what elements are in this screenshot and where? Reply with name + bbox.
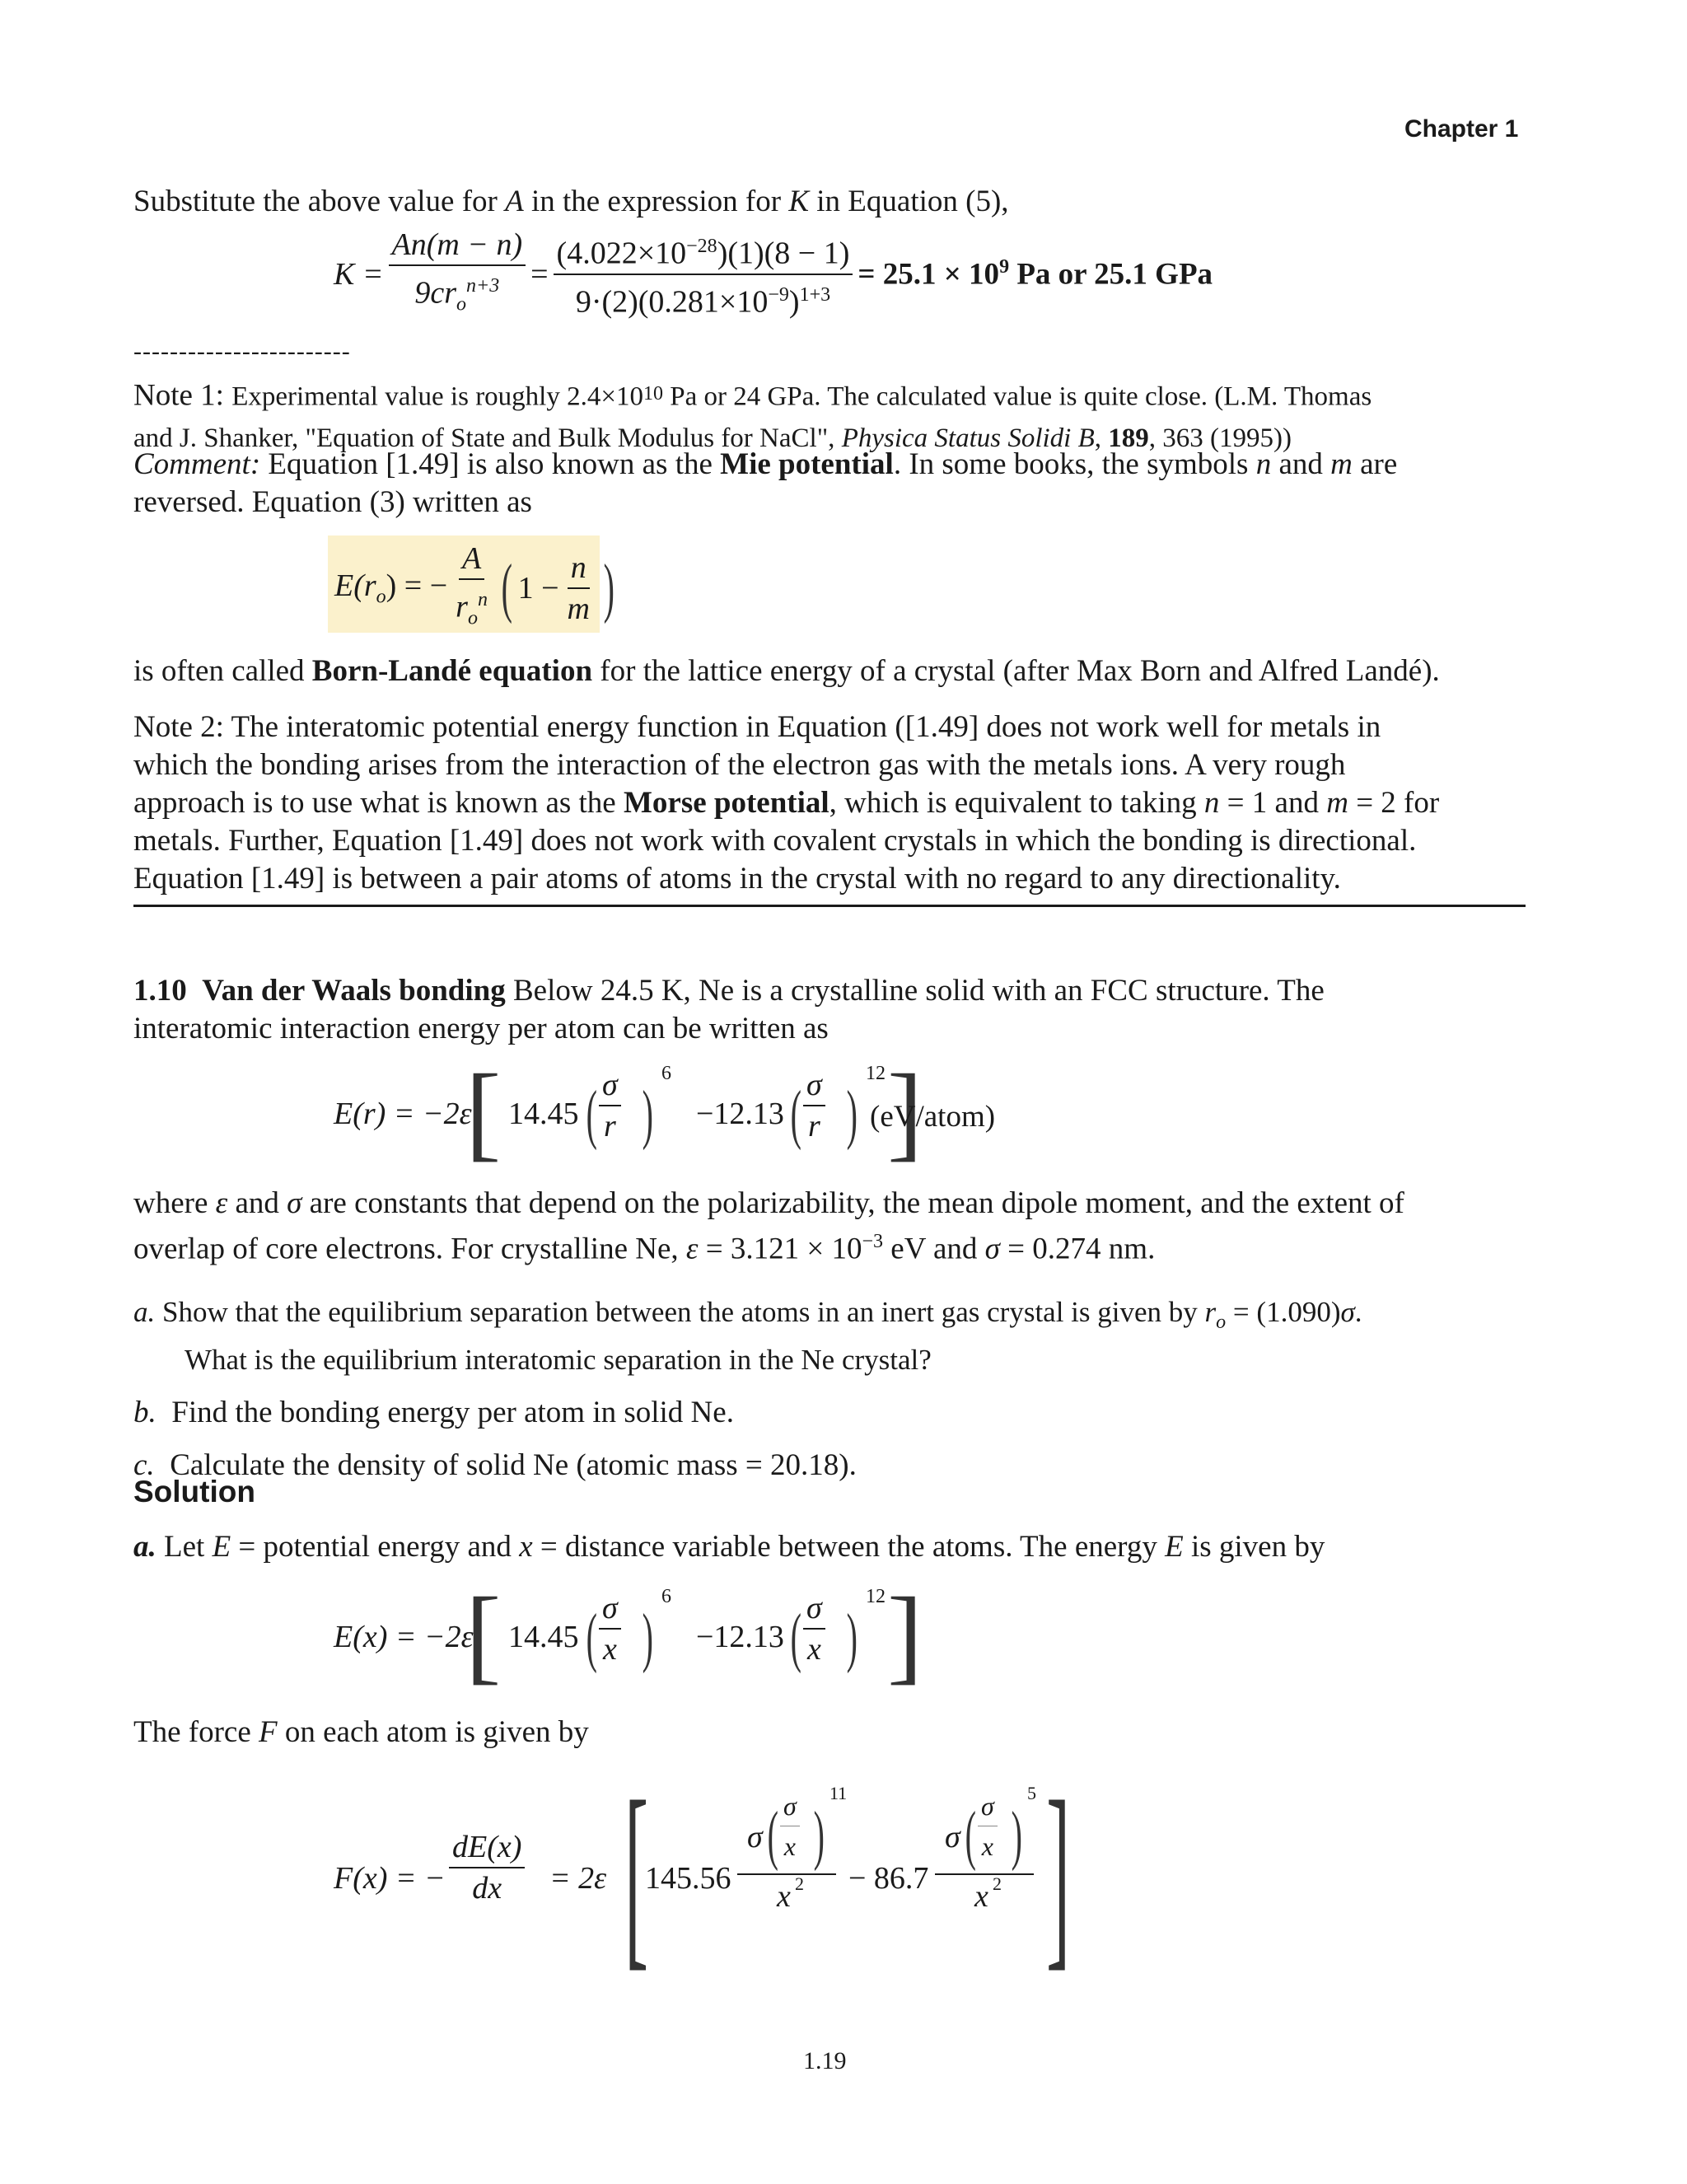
den-sup: −9 [768, 284, 789, 306]
var-A: A [505, 185, 524, 218]
page-number: 1.19 [803, 2047, 847, 2074]
item-label: c. [133, 1448, 155, 1482]
text: Let [156, 1530, 213, 1564]
sigma-over-r [803, 1067, 825, 1144]
section-divider [133, 905, 1526, 907]
sigma: σ [978, 1788, 998, 1826]
paren-open: ( [501, 552, 512, 625]
text: and J. Shanker, "Equation of State and Bulk Modulus for NaCl", [133, 423, 842, 454]
text: Show that the equilibrium separation between the atoms in an inert gas crystal is given by [162, 1296, 1205, 1328]
var: n [1255, 447, 1272, 481]
fraction-term-2 [935, 1783, 1036, 1953]
force-paragraph [133, 1714, 589, 1751]
sigma-over-r [599, 1067, 621, 1144]
text: = (1.090) [1226, 1296, 1341, 1328]
eq-lhs: F(x) = − [334, 1861, 446, 1896]
x: x [806, 1632, 821, 1667]
term: Mie potential [720, 447, 894, 481]
sigma: σ [599, 1067, 621, 1106]
equation-energy-x [334, 1576, 1009, 1705]
text: The force [133, 1715, 259, 1749]
fraction-term-1 [737, 1783, 848, 1953]
denominator: dx [472, 1871, 502, 1906]
den-sub: o [467, 607, 478, 629]
eq-lhs: E(x) = −2ε [334, 1620, 474, 1654]
denominator-values [572, 275, 834, 320]
coefficient-2: − 86.7 [848, 1861, 929, 1896]
text: and [1271, 447, 1331, 481]
text: on each atom is given by [277, 1715, 589, 1749]
problem-1-10 [133, 972, 1526, 1048]
paren-open: ( [790, 1078, 801, 1151]
fraction-2 [554, 228, 853, 320]
journal: Physica Status Solidi B [841, 423, 1095, 454]
bracket-open: [ [465, 1576, 502, 1695]
sub: o [1216, 1312, 1227, 1333]
text: is often called [133, 654, 312, 688]
num-sup: −28 [686, 236, 717, 258]
fraction-n-m [564, 550, 593, 627]
text-line: Equation [1.49] is between a pair atoms of atoms in the crystal with no regard to any directionality. [133, 862, 1341, 896]
var-E: E [1165, 1530, 1184, 1564]
term: Born-Landé equation [311, 654, 593, 688]
coefficient-1: 14.45 [508, 1620, 579, 1654]
den-mid: ) [788, 284, 800, 320]
problem-number: 1.10 [133, 974, 187, 1008]
eq-lhs: E(r) = −2ε [334, 1097, 472, 1131]
text: Below 24.5 K, Ne is a crystalline solid with an FCC structure. The [505, 974, 1325, 1008]
equation-force [334, 1760, 1071, 1988]
paren-close: ) [846, 1078, 858, 1151]
text-line [133, 784, 1526, 822]
text: is given by [1183, 1530, 1325, 1564]
note-label: Note 1: [133, 378, 232, 413]
paren-open: ( [586, 1078, 597, 1151]
item-c [133, 1447, 1526, 1485]
fraction-bar [935, 1873, 1034, 1875]
numerator-values [554, 228, 853, 275]
power-6: 6 [661, 1063, 671, 1084]
item-a [133, 1293, 1526, 1341]
one-minus: 1 − [517, 571, 559, 606]
text-line: metals. Further, Equation [1.49] does not work with covalent crystals in which the bonding is directional. [133, 824, 1417, 858]
coefficient-2: −12.13 [696, 1097, 784, 1131]
paren-open: ( [767, 1799, 778, 1872]
text: Find the bonding energy per atom in solid Ne. [171, 1396, 734, 1429]
problem-items [133, 1293, 1526, 1485]
equation-bulk-modulus [334, 227, 1213, 322]
item-label: b. [133, 1396, 157, 1429]
text: = 0.274 nm. [999, 1232, 1156, 1266]
chapter-header: Chapter 1 [1404, 115, 1519, 143]
paren-open: ( [965, 1799, 976, 1872]
sigma-over-x [978, 1788, 998, 1864]
bracket-close: ] [887, 1053, 923, 1172]
text: Calculate the density of solid Ne (atomic mass = 20.18). [170, 1448, 857, 1482]
sigma: σ [287, 1186, 302, 1220]
power-12: 12 [866, 1586, 886, 1607]
paren-open: ( [790, 1602, 801, 1674]
text: are constants that depend on the polarizability, the mean dipole moment, and the extent of [301, 1186, 1404, 1220]
text: reversed. Equation (3) written as [133, 485, 532, 519]
text: for the lattice energy of a crystal (after Max Born and Alfred Landé). [592, 654, 1440, 688]
text: interatomic interaction energy per atom can be written as [133, 1012, 829, 1045]
bracket-close: ] [887, 1576, 923, 1695]
text: approach is to use what is known as the [133, 786, 624, 820]
text: Pa or 24 GPa. The calculated value is quite close. (L.M. Thomas [662, 381, 1372, 412]
x: x [602, 1632, 617, 1667]
power-2: 2 [795, 1873, 804, 1894]
text: where [133, 1186, 216, 1220]
paren-close: ) [1011, 1799, 1022, 1872]
sigma-over-x [599, 1590, 621, 1667]
term: Morse potential [623, 786, 829, 820]
item-label: a. [133, 1296, 156, 1328]
text-line: which the bonding arises from the interaction of the electron gas with the metals ions. A very rough [133, 748, 1346, 782]
power-6: 6 [661, 1586, 671, 1607]
den-base: 9cr [414, 275, 457, 311]
note-2 [133, 709, 1526, 898]
power-2: 2 [993, 1873, 1002, 1894]
equals: = [530, 257, 549, 292]
result [858, 256, 1213, 292]
bracket-open: [ [624, 1760, 649, 1988]
item-b [133, 1394, 1526, 1432]
solution-heading: Solution [133, 1475, 255, 1508]
num-post: )(1)(8 − 1) [717, 236, 850, 272]
text: = distance variable between the atoms. The energy [532, 1530, 1166, 1564]
fraction-bar [737, 1873, 836, 1875]
text: Substitute the above value for [133, 185, 506, 218]
comment-paragraph [133, 446, 1526, 521]
epsilon: ε [215, 1186, 228, 1220]
den-sub: o [456, 293, 467, 316]
sigma: σ [780, 1788, 800, 1826]
text: , which is equivalent to taking [829, 786, 1204, 820]
coefficient-1: 14.45 [508, 1097, 579, 1131]
paren-close: ) [642, 1602, 653, 1674]
denominator [411, 266, 502, 322]
item-label: a. [133, 1530, 157, 1564]
coefficient-2: −12.13 [696, 1620, 784, 1654]
numerator: An(m − n) [389, 227, 526, 266]
den-base: r [456, 589, 468, 624]
numerator: A [459, 540, 484, 580]
denominator [452, 580, 491, 636]
problem-title: Van der Waals bonding [202, 974, 506, 1008]
paren-open: ( [586, 1602, 597, 1674]
eq-lhs [334, 568, 447, 609]
denominator: m [567, 592, 590, 627]
num-pre: (4.022×10 [556, 236, 687, 272]
numerator: n [568, 550, 590, 589]
den-sup: n+3 [466, 275, 500, 297]
var-K: K [788, 185, 810, 218]
text: = 1 and [1219, 786, 1327, 820]
sigma-over-x [803, 1590, 825, 1667]
text: . [1354, 1296, 1362, 1328]
lhs-base: E(r [334, 568, 376, 604]
lhs-sub: o [376, 586, 386, 608]
bracket-close: ] [1046, 1760, 1071, 1988]
var: m [1330, 447, 1353, 481]
sigma: σ [984, 1232, 1000, 1266]
comment-label: Comment: [133, 447, 261, 481]
sup: 10 [643, 383, 663, 405]
r: r [603, 1109, 616, 1143]
den-sup2: 1+3 [799, 284, 831, 306]
equation-born-lande [328, 535, 615, 633]
power-5: 5 [1027, 1783, 1036, 1803]
equals-two-epsilon: = 2ε [549, 1861, 607, 1896]
result-post: Pa or 25.1 GPa [1009, 257, 1213, 292]
sigma: σ [803, 1067, 825, 1106]
x: x [981, 1831, 993, 1861]
paren-close: ) [642, 1078, 653, 1151]
sigma: σ [945, 1820, 960, 1854]
text: in Equation (5), [809, 185, 1009, 218]
text: = potential energy and [231, 1530, 520, 1564]
eq-lhs: K = [334, 257, 384, 292]
where-paragraph [133, 1185, 1526, 1268]
text: = 3.121 × 10 [698, 1232, 862, 1266]
x: x [777, 1879, 791, 1914]
text: , [1094, 423, 1109, 454]
var: n [1203, 786, 1220, 820]
fraction [452, 540, 491, 636]
lhs-close: ) = − [386, 568, 448, 604]
x: x [974, 1879, 988, 1914]
paren-close: ) [603, 552, 615, 625]
born-lande-paragraph [133, 652, 1440, 690]
var-x: x [519, 1530, 533, 1564]
text: Equation [1.49] is also known as the [260, 447, 721, 481]
result-sup: 9 [999, 256, 1010, 278]
power-12: 12 [866, 1063, 886, 1084]
epsilon: ε [685, 1232, 699, 1266]
volume: 189 [1108, 423, 1149, 454]
den-pre: 9·(2)(0.281×10 [575, 284, 769, 320]
substitute-paragraph [133, 183, 1009, 221]
den-sup: n [477, 589, 488, 610]
var: m [1326, 786, 1348, 820]
solution-a [133, 1528, 1325, 1566]
text: and [227, 1186, 287, 1220]
note-1 [133, 375, 1534, 456]
paren-close: ) [846, 1602, 858, 1674]
separator: ------------------------ [133, 338, 351, 365]
derivative-fraction [449, 1829, 525, 1906]
text: in the expression for [523, 185, 789, 218]
text: . In some books, the symbols [893, 447, 1256, 481]
power-11: 11 [829, 1783, 848, 1803]
var-F: F [259, 1715, 278, 1749]
r: r [807, 1109, 820, 1143]
text: , 363 (1995)) [1148, 423, 1292, 454]
sigma: σ [803, 1590, 825, 1630]
unit-label: (eV/atom) [870, 1100, 996, 1134]
text-line: Note 2: The interatomic potential energy function in Equation ([1.49] does not work well for metals in [133, 710, 1381, 744]
result-pre: = 25.1 × 10 [858, 257, 1000, 292]
text: What is the equilibrium interatomic separation in the Ne crystal? [185, 1344, 932, 1376]
text: are [1352, 447, 1398, 481]
bracket-open: [ [465, 1053, 502, 1172]
numerator: dE(x) [449, 1829, 525, 1868]
text: = 2 for [1348, 786, 1440, 820]
text: overlap of core electrons. For crystalline Ne, [133, 1232, 686, 1266]
text: eV and [883, 1232, 985, 1266]
sigma: σ [1340, 1296, 1355, 1328]
fraction-1 [389, 227, 526, 322]
sup: −3 [862, 1231, 884, 1252]
coefficient-1: 145.56 [645, 1861, 731, 1896]
sigma-over-x [780, 1788, 800, 1864]
var-E: E [212, 1530, 231, 1564]
sigma: σ [747, 1820, 763, 1854]
sigma: σ [599, 1590, 621, 1630]
var: r [1204, 1296, 1217, 1328]
x: x [783, 1831, 796, 1861]
paren-close: ) [813, 1799, 825, 1872]
text: Experimental value is roughly 2.4×10 [231, 381, 643, 412]
